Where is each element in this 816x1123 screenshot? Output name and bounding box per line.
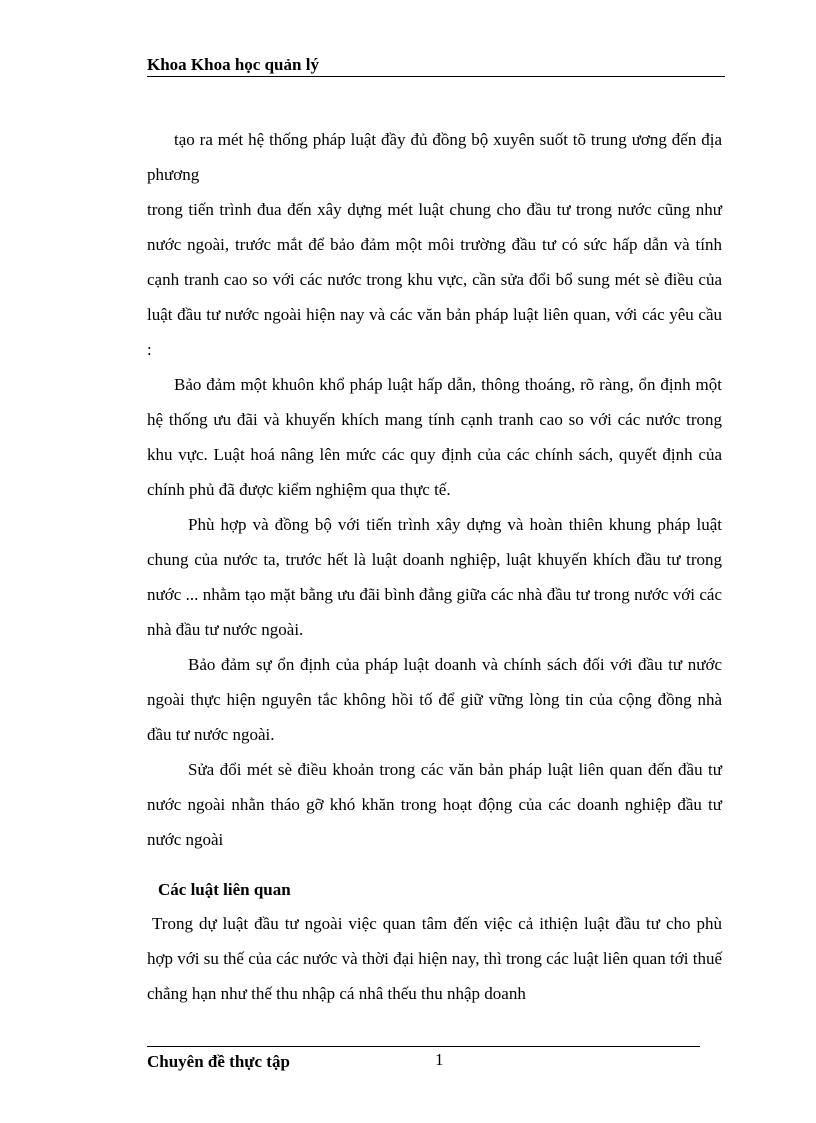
page-number: 1 (435, 1050, 444, 1069)
paragraph-6: Sửa đổi mét sè điều khoản trong các văn bản pháp luật liên quan đến đầu tư nước ngoài nhằn tháo gỡ khó khăn trong hoạt động của các doanh nghiệp đầu tư nước ngoài (147, 760, 722, 849)
paragraph-5: Bảo đảm sự ổn định của pháp luật doanh và chính sách đối với đầu tư nước ngoài thực hiện nguyên tắc không hồi tố để giữ vững lòng tin của cộng đồng nhà đầu tư nước ngoài. (147, 655, 722, 744)
header-divider (147, 76, 725, 77)
paragraph-1: tạo ra mét hệ thống pháp luật đầy đủ đồng bộ xuyên suốt tõ trung ương đến địa phương (147, 130, 722, 184)
footer-title: Chuyên đề thực tập (147, 1052, 290, 1071)
paragraph-4: Phù hợp và đồng bộ với tiến trình xây dựng và hoàn thiên khung pháp luật chung của nước ta, trước hết là luật doanh nghiệp, luật khuyến khích đầu tư trong nước ... nhằm tạo mặt bằng ưu đãi bình đẳng giữa các nhà đầu tư trong nước với các nhà đầu tư nước ngoài. (147, 515, 722, 639)
section-body (147, 906, 722, 1011)
section-paragraph: Trong dự luật đầu tư ngoài việc quan tâm đến việc cả ithiện luật đầu tư cho phù hợp với su thế của các nước và thời đại hiện nay, thì trong các luật liên quan tới thuế chẳng hạn như thế thu nhập cá nhâ thếu thu nhập doanh (147, 914, 722, 1003)
body-text (147, 122, 722, 857)
paragraph-2: trong tiến trình đua đến xây dựng mét luật chung cho đầu tư trong nước cũng như nước ngoài, trước mắt để bảo đảm một môi trường đầu tư có sức hấp dẫn và tính cạnh tranh cao so với các nước trong khu vực, cần sửa đổi bổ sung mét sè điều của luật đầu tư nước ngoài hiện nay và các văn bản pháp luật liên quan, với các yêu cầu : (147, 200, 722, 359)
section-heading: Các luật liên quan (158, 880, 291, 899)
paragraph-3: Bảo đảm một khuôn khổ pháp luật hấp dẫn, thông thoáng, rõ ràng, ổn định một hệ thống ưu đãi và khuyến khích mang tính cạnh tranh cao so với các nước trong khu vực. Luật hoá nâng lên mức các quy định của các chính sách, quyết định của chính phủ đã được kiểm nghiệm qua thực tế. (147, 375, 722, 499)
header-title: Khoa Khoa học quản lý (147, 55, 319, 74)
footer-divider (147, 1046, 700, 1047)
